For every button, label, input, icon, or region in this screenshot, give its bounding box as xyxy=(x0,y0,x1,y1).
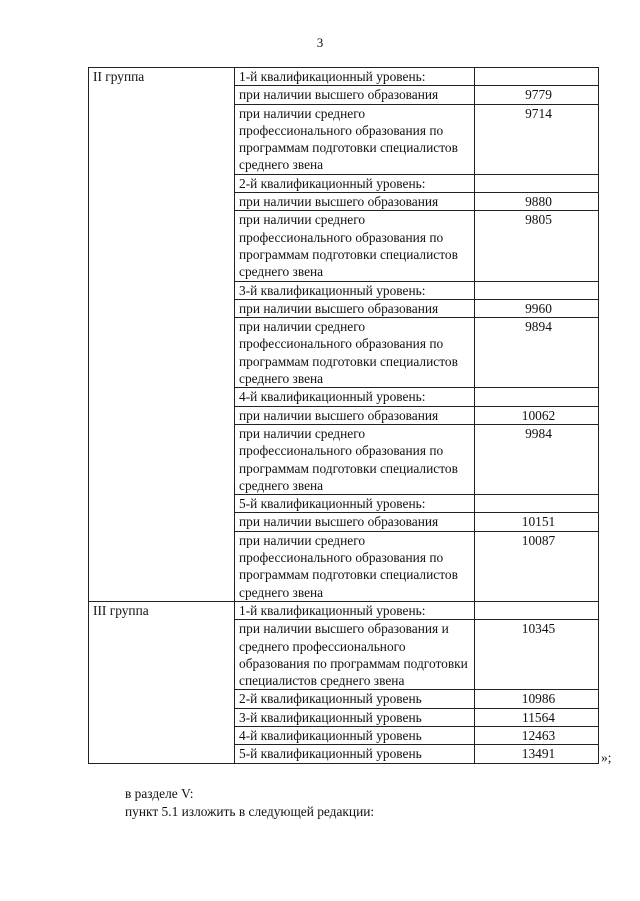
qualification-label-cell: при наличии высшего образования xyxy=(235,299,475,317)
qualification-label-cell: 4-й квалификационный уровень xyxy=(235,726,475,744)
qualification-label-cell: 5-й квалификационный уровень: xyxy=(235,495,475,513)
qualification-label-cell: при наличии среднего профессионального образования по программам подготовки специалистов среднего звена xyxy=(235,424,475,494)
salary-value-cell: 9894 xyxy=(475,318,599,388)
salary-value-cell: 10062 xyxy=(475,406,599,424)
salary-value-cell xyxy=(475,495,599,513)
qualification-label-cell: 2-й квалификационный уровень: xyxy=(235,174,475,192)
qualification-label-cell: 2-й квалификационный уровень xyxy=(235,690,475,708)
salary-value-cell xyxy=(475,68,599,86)
group-name-cell: II группа xyxy=(89,68,235,602)
qualification-label-cell: при наличии высшего образования и среднего профессионального образования по программам подготовки специалистов среднего звена xyxy=(235,620,475,690)
salary-value-cell: 9805 xyxy=(475,211,599,281)
salary-value-cell: 9714 xyxy=(475,104,599,174)
page-number: 3 xyxy=(316,35,324,50)
paragraph-5-1-instruction: пункт 5.1 изложить в следующей редакции: xyxy=(125,804,375,819)
table-row xyxy=(89,68,599,86)
qualification-label-cell: 1-й квалификационный уровень: xyxy=(235,68,475,86)
qualification-label-cell: при наличии высшего образования xyxy=(235,406,475,424)
salary-value-cell: 10986 xyxy=(475,690,599,708)
qualification-label-cell: 3-й квалификационный уровень: xyxy=(235,281,475,299)
salary-value-cell: 9779 xyxy=(475,86,599,104)
qualification-label-cell: при наличии высшего образования xyxy=(235,193,475,211)
salary-value-cell xyxy=(475,174,599,192)
salary-value-cell xyxy=(475,281,599,299)
salary-value-cell: 10087 xyxy=(475,531,599,601)
closing-quote-mark: »; xyxy=(601,750,612,765)
salary-value-cell: 13491 xyxy=(475,745,599,763)
qualification-label-cell: при наличии среднего профессионального образования по программам подготовки специалистов среднего звена xyxy=(235,531,475,601)
salary-value-cell: 9880 xyxy=(475,193,599,211)
salary-value-cell xyxy=(475,601,599,619)
qualification-label-cell: при наличии среднего профессионального образования по программам подготовки специалистов среднего звена xyxy=(235,318,475,388)
qualification-label-cell: 3-й квалификационный уровень xyxy=(235,708,475,726)
salary-value-cell xyxy=(475,388,599,406)
table-row xyxy=(89,601,599,619)
salary-table xyxy=(88,67,599,764)
qualification-label-cell: при наличии высшего образования xyxy=(235,513,475,531)
salary-value-cell: 11564 xyxy=(475,708,599,726)
qualification-label-cell: 5-й квалификационный уровень xyxy=(235,745,475,763)
section-v-heading: в разделе V: xyxy=(125,786,194,801)
qualification-label-cell: 1-й квалификационный уровень: xyxy=(235,601,475,619)
qualification-label-cell: при наличии высшего образования xyxy=(235,86,475,104)
salary-value-cell: 12463 xyxy=(475,726,599,744)
salary-value-cell: 9960 xyxy=(475,299,599,317)
qualification-label-cell: при наличии среднего профессионального образования по программам подготовки специалистов среднего звена xyxy=(235,104,475,174)
salary-value-cell: 10345 xyxy=(475,620,599,690)
group-name-cell: III группа xyxy=(89,601,235,763)
qualification-label-cell: 4-й квалификационный уровень: xyxy=(235,388,475,406)
qualification-label-cell: при наличии среднего профессионального образования по программам подготовки специалистов среднего звена xyxy=(235,211,475,281)
salary-value-cell: 10151 xyxy=(475,513,599,531)
salary-value-cell: 9984 xyxy=(475,424,599,494)
